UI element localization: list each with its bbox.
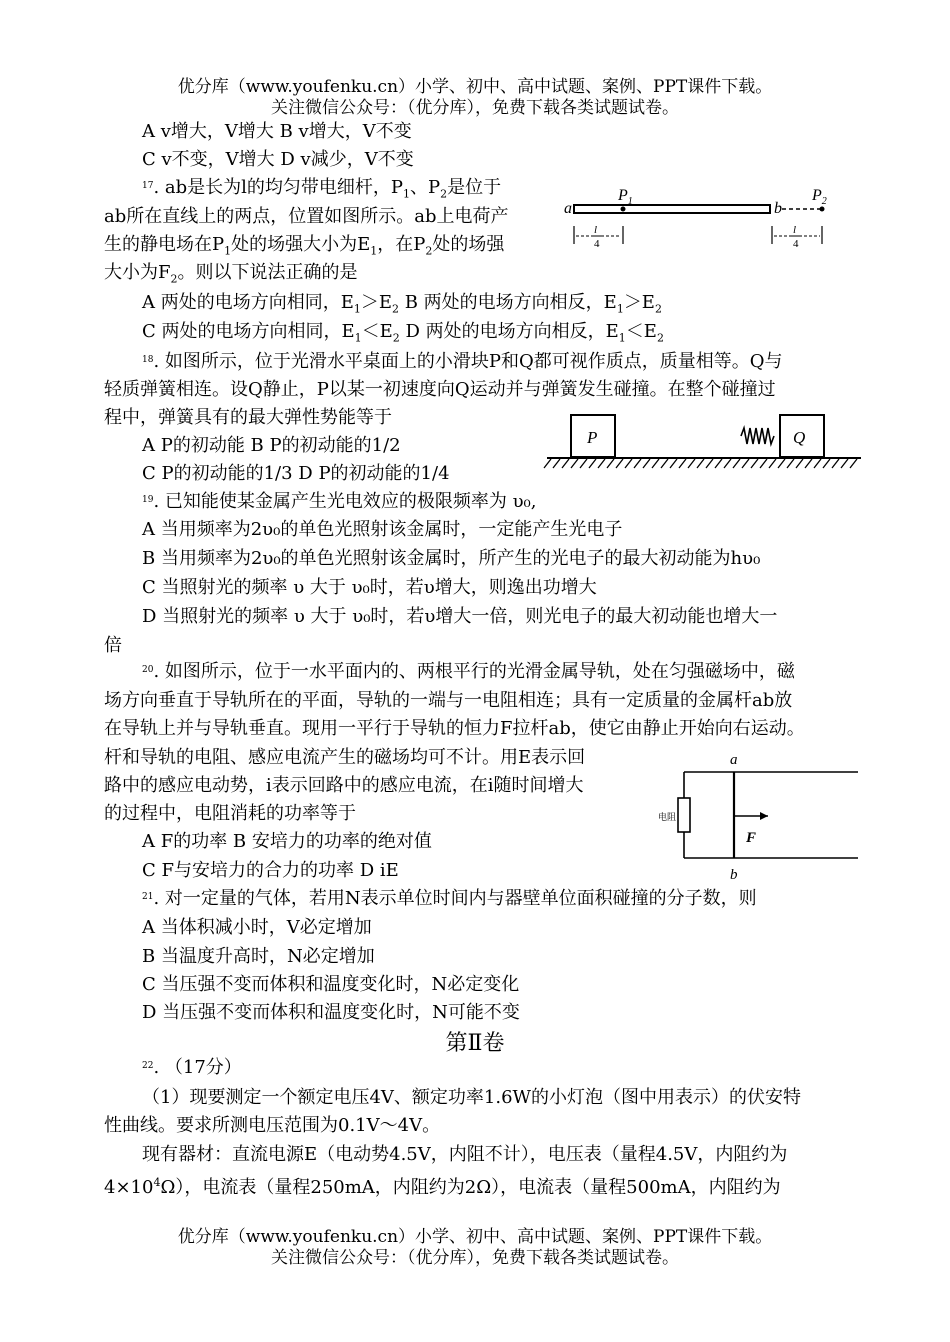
q19-option-c: C 当照射光的频率 υ 大于 υ₀时，若υ增大，则逸出功增大 (142, 577, 597, 598)
rod-b-label: b (730, 867, 738, 883)
q21-option-c: C 当压强不变而体积和温度变化时，N必定变化 (142, 974, 520, 995)
table-hatch-mark (616, 459, 623, 468)
q18-options-cd: C P的初动能的1/3 D P的初动能的1/4 (142, 463, 450, 484)
table-hatch-mark (733, 459, 740, 468)
q18-text-1: $^{18}$. 如图所示，位于光滑水平桌面上的小滑块P和Q都可视作质点，质量相等。Q与 (142, 351, 783, 372)
point-p2 (820, 207, 825, 212)
q20-text-4: 杆和导轨的电阻、感应电流产生的磁场均可不计。用E表示回 (104, 747, 586, 768)
q19-option-b: B 当用频率为2υ₀的单色光照射该金属时，所产生的光电子的最大初动能为hυ₀ (142, 548, 761, 569)
q18-text-2: 轻质弹簧相连。设Q静止，P以某一初速度向Q运动并与弹簧发生碰撞。在整个碰撞过 (104, 379, 776, 400)
fig17-a-label: a (564, 200, 572, 217)
q17-number: 17 (142, 181, 154, 191)
q18-options-ab: A P的初动能 B P的初动能的1/2 (142, 435, 401, 456)
q19-number: 19 (142, 495, 154, 505)
q21-option-b: B 当温度升高时，N必定增加 (142, 946, 375, 967)
svg-text:l: l (594, 224, 598, 236)
q18-text-3: 程中，弹簧具有的最大弹性势能等于 (104, 407, 392, 428)
table-hatch-mark (724, 459, 731, 468)
svg-text:4: 4 (594, 238, 600, 250)
q20-text-1: $^{20}$. 如图所示，位于一水平面内的、两根平行的光滑金属导轨，处在匀强磁场中，磁 (142, 661, 795, 682)
footer-line-1: 优分库（www.youfenku.cn）小学、初中、高中试题、案例、PPT课件下载。 (177, 1227, 773, 1247)
svg-text:l: l (793, 224, 797, 236)
q17-text-1: $^{17}$. ab是长为l的均匀带电细杆，$P_1$、$P_2$是位于 (142, 177, 502, 201)
q22-para-1: （1）现要测定一个额定电压4V、额定功率1.6W的小灯泡（图中用表示）的伏安特 (142, 1087, 802, 1108)
table-hatch-mark (715, 459, 722, 468)
table-hatch-mark (742, 459, 749, 468)
fig17-p1-label: $P_1$ (618, 187, 633, 207)
table-hatch-mark (625, 459, 632, 468)
q22-heading: $^{22}$. （17分） (142, 1057, 242, 1078)
table-hatch-mark (544, 459, 551, 468)
q20-rail-figure (658, 752, 863, 883)
resistor (678, 798, 690, 832)
table-hatch-mark (643, 459, 650, 468)
q21-option-a: A 当体积减小时，V必定增加 (142, 917, 372, 938)
q21-text-1: $^{21}$. 对一定量的气体，若用N表示单位时间内与器壁单位面积碰撞的分子数，则 (142, 888, 757, 909)
table-hatch-mark (652, 459, 659, 468)
table-hatch-mark (697, 459, 704, 468)
q21-option-d: D 当压强不变而体积和温度变化时，N可能不变 (142, 1002, 520, 1023)
q20-text-2: 场方向垂直于导轨所在的平面，导轨的一端与一电阻相连；具有一定质量的金属杆ab放 (104, 690, 793, 711)
table-hatch-mark (787, 459, 794, 468)
q22-para-2: 性曲线。要求所测电压范围为0.1V～4V。 (104, 1115, 441, 1136)
table-hatch-mark (706, 459, 713, 468)
q20-text-6: 的过程中，电阻消耗的功率等于 (104, 803, 356, 824)
spring (741, 428, 774, 444)
table-hatch-mark (778, 459, 785, 468)
q22-para-3: 现有器材：直流电源E（电动势4.5V，内阻不计），电压表（量程4.5V，内阻约为 (142, 1144, 788, 1165)
q16-options-cd: C v不变，V增大 D v减少，V不变 (142, 149, 414, 170)
q20-number: 20 (142, 665, 154, 675)
block-p-label: P (587, 428, 598, 447)
q19-option-d: D 当照射光的频率 υ 大于 υ₀时，若υ增大一倍，则光电子的最大初动能也增大一 (142, 606, 778, 627)
q17-rod-figure (560, 180, 840, 260)
q18-spring-figure (545, 405, 863, 477)
table-hatch-mark (661, 459, 668, 468)
q20-text-5: 路中的感应电动势，i表示回路中的感应电流，在i随时间增大 (104, 775, 584, 796)
q17-options-ab: A 两处的电场方向相同，$E_1>E_2$ B 两处的电场方向相反，$E_1>E_2$ (142, 292, 662, 316)
table-hatch-mark (832, 459, 839, 468)
table-hatch-mark (823, 459, 830, 468)
table-hatch-mark (688, 459, 695, 468)
q17-options-cd: C 两处的电场方向相同，$E_1<E_2$ D 两处的电场方向相反，$E_1<E_2$ (142, 321, 664, 345)
table-hatch-mark (850, 459, 857, 468)
resistor-label: 电阻 (658, 812, 677, 822)
table-hatch-mark (553, 459, 560, 468)
part-2-title: 第Ⅱ卷 (445, 1031, 505, 1056)
table-hatch-mark (751, 459, 758, 468)
q19-option-d-cont: 倍 (104, 635, 122, 656)
q20-options-ab: A F的功率 B 安培力的功率的绝对值 (142, 831, 432, 852)
q17-text-2: ab所在直线上的两点，位置如图所示。ab上电荷产 (104, 206, 509, 227)
q20-options-cd: C F与安培力的合力的功率 D iE (142, 860, 399, 881)
fig17-p2-label: $P_2$ (812, 187, 827, 207)
force-f-label: F (746, 830, 757, 846)
q19-option-a: A 当用频率为2υ₀的单色光照射该金属时，一定能产生光电子 (142, 519, 623, 540)
table-hatch-mark (679, 459, 686, 468)
table-hatch-mark (670, 459, 677, 468)
header-line-1: 优分库（www.youfenku.cn）小学、初中、高中试题、案例、PPT课件下载。 (177, 77, 773, 97)
table-hatch-mark (841, 459, 848, 468)
q19-text-1: $^{19}$. 已知能使某金属产生光电效应的极限频率为 υ₀, (142, 491, 537, 512)
q22-number: 22 (142, 1061, 154, 1071)
table-hatch-mark (760, 459, 767, 468)
svg-text:4: 4 (793, 238, 799, 250)
point-p1 (621, 207, 626, 212)
q17-text-4: 大小为$F_2$。则以下说法正确的是 (104, 262, 358, 286)
table-hatch-mark (805, 459, 812, 468)
rod-a-label: a (730, 752, 738, 768)
footer-line-2: 关注微信公众号：（优分库），免费下载各类试题试卷。 (271, 1248, 679, 1268)
table-hatch-mark (589, 459, 596, 468)
table-hatch-mark (769, 459, 776, 468)
q18-number: 18 (142, 355, 154, 365)
table-hatch-mark (814, 459, 821, 468)
table-hatch-mark (796, 459, 803, 468)
charged-rod (574, 205, 770, 213)
q20-text-3: 在导轨上并与导轨垂直。现用一平行于导轨的恒力F拉杆ab，使它由静止开始向右运动。 (104, 718, 805, 739)
table-hatch-mark (571, 459, 578, 468)
block-q-label: Q (793, 428, 806, 447)
table-hatch-mark (607, 459, 614, 468)
q16-options-ab: A v增大，V增大 B v增大，V不变 (142, 121, 412, 142)
table-hatch-mark (580, 459, 587, 468)
q22-para-4: $4\times 10^4\Omega$），电流表（量程250mA，内阻约为2Ω），电流表（量程500mA，内阻约为 (104, 1176, 781, 1198)
table-hatch-mark (634, 459, 641, 468)
fig17-b-label: b (774, 200, 782, 217)
q17-text-3: 生的静电场在$P_1$处的场强大小为$E_1$，在$P_2$处的场强 (104, 234, 505, 258)
q21-number: 21 (142, 892, 154, 902)
table-hatch-mark (562, 459, 569, 468)
table-hatch-mark (598, 459, 605, 468)
header-line-2: 关注微信公众号：（优分库），免费下载各类试题试卷。 (271, 98, 679, 118)
